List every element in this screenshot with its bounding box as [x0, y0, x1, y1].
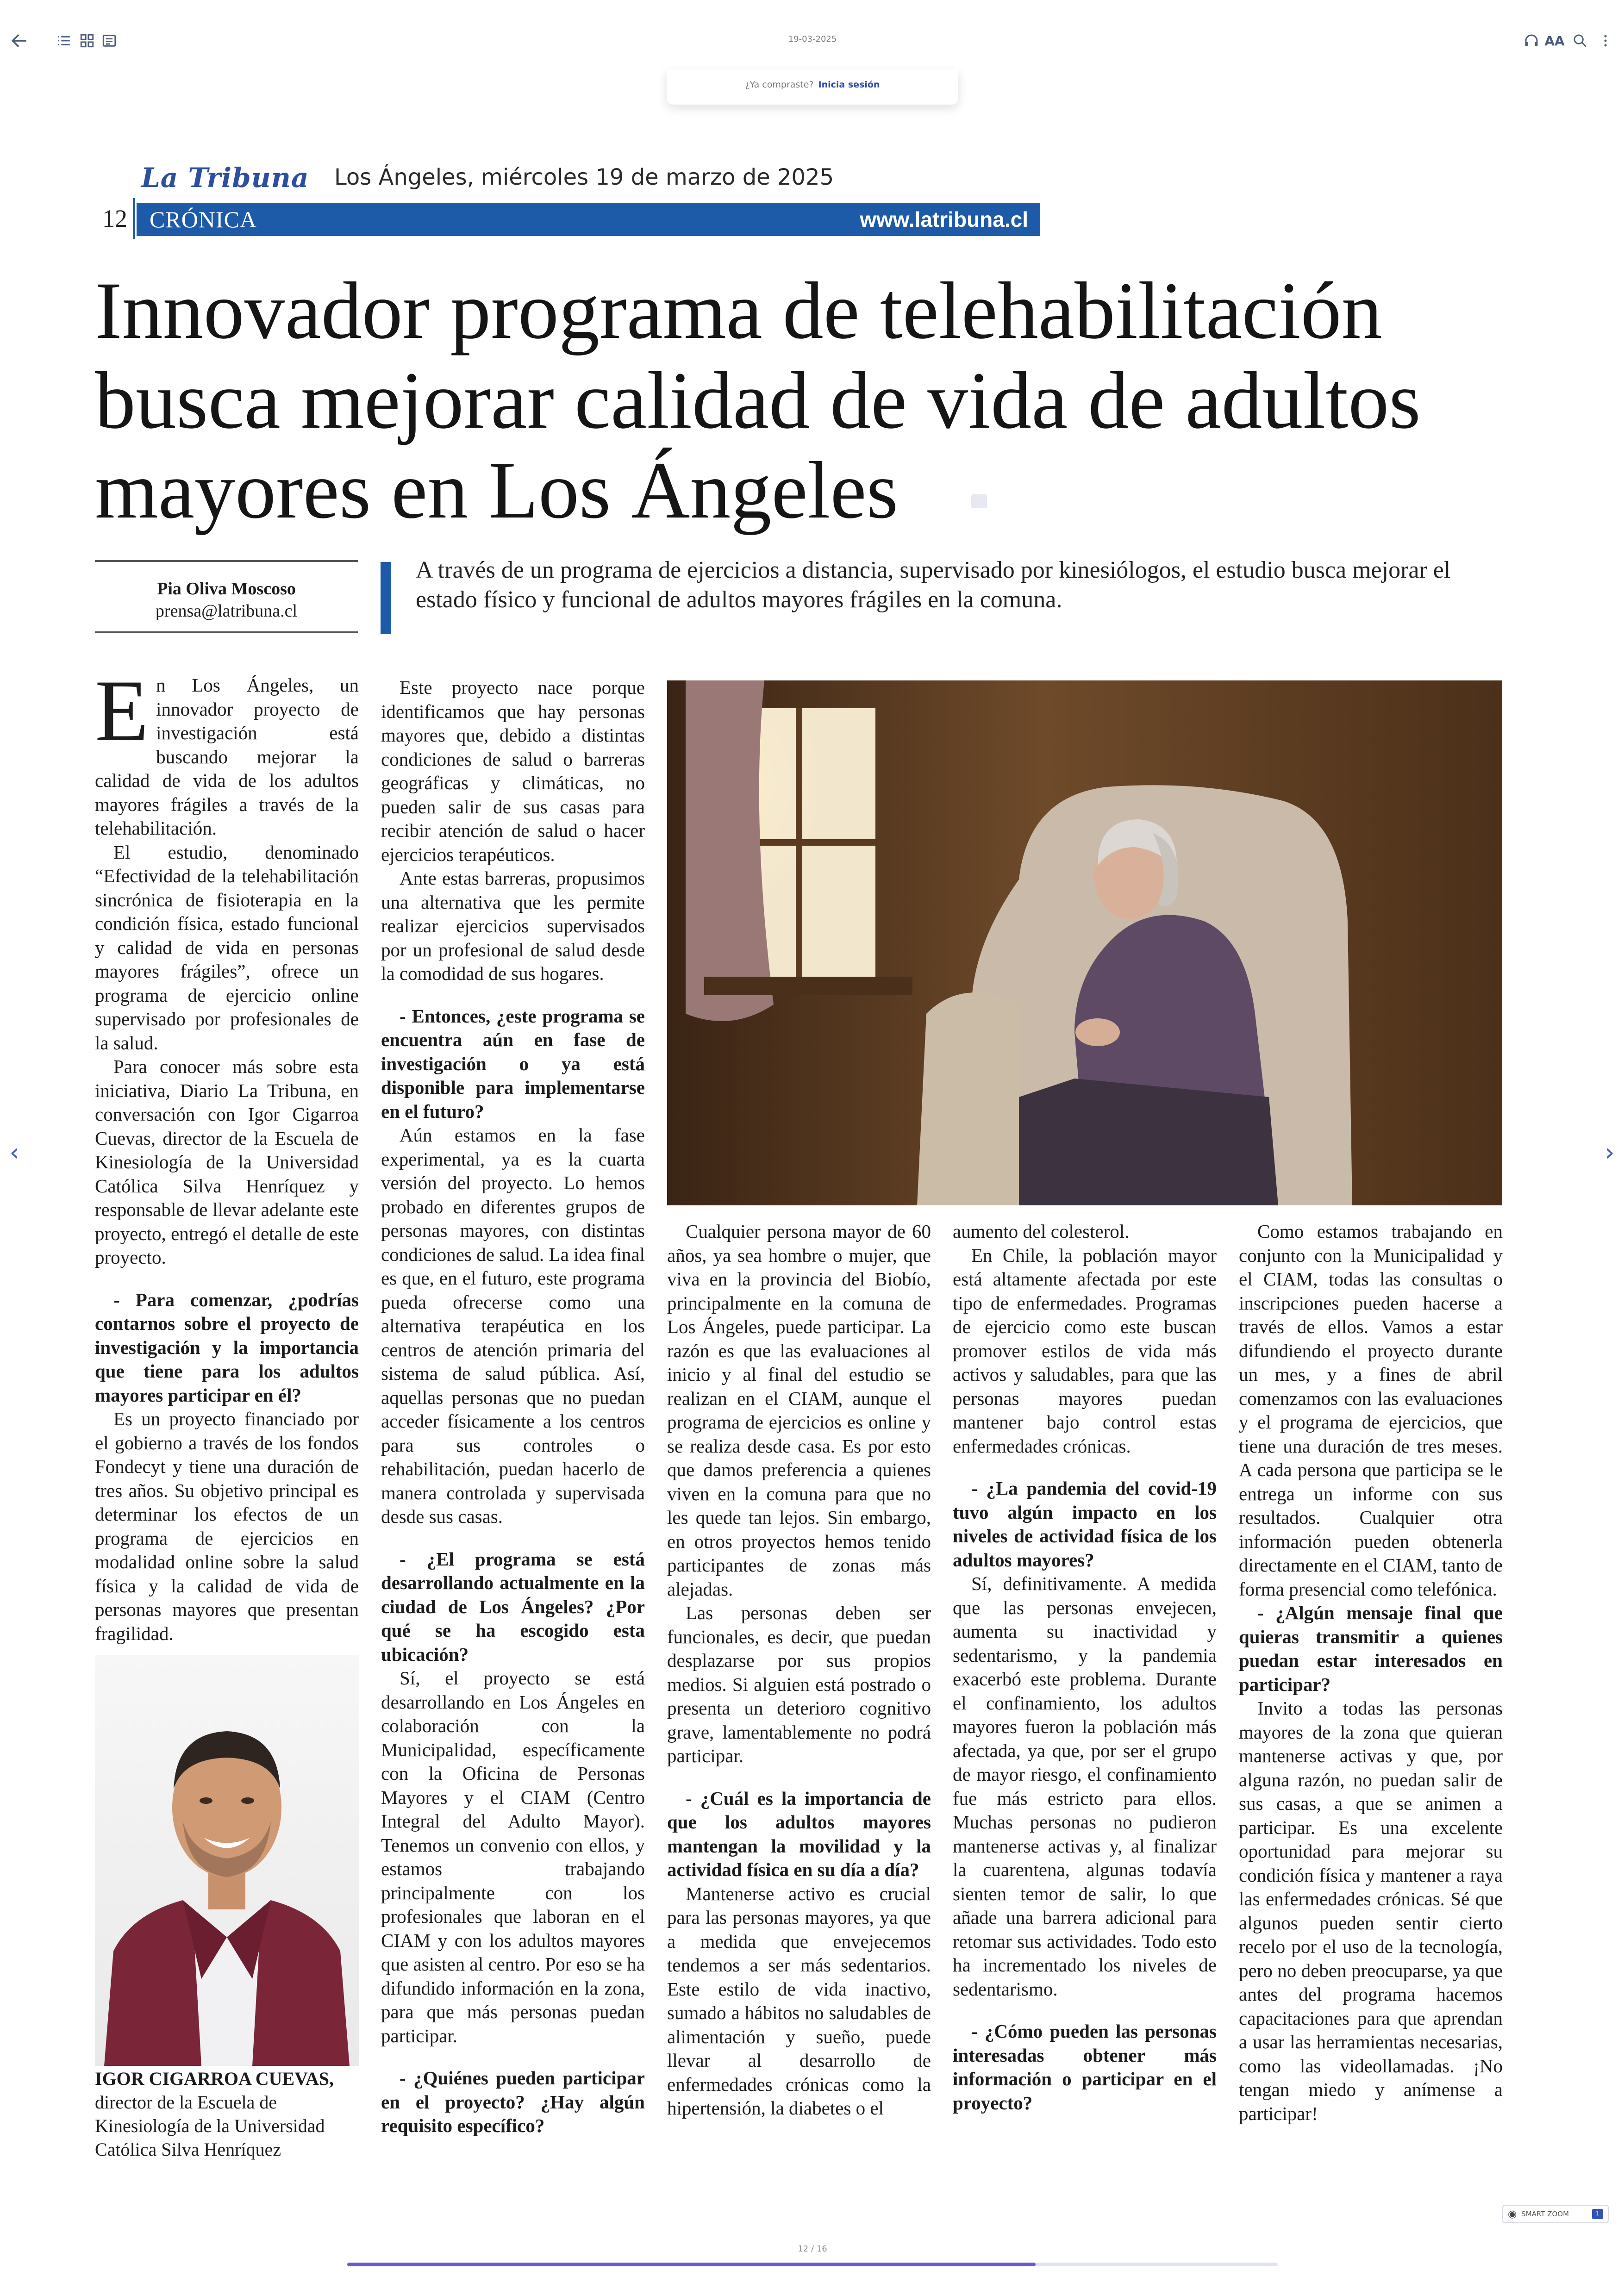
login-link[interactable]: Inicia sesión — [818, 80, 880, 90]
interview-question: - Entonces, ¿este programa se encuentra aún en fase de investigación o ya está disponible para implementarse en el futuro? — [381, 1005, 645, 1122]
article-column-1 — [95, 662, 359, 1646]
byline — [95, 560, 358, 633]
interview-answer: Aún estamos en la fase experimental, ya es la cuarta versión del proyecto. Lo hemos probado en diferentes grupos de personas mayores, con distintas condiciones de salud. La idea final es que, en el futuro, este programa pueda ofrecerse como una alternativa terapéutica en los centros de atención primaria del sistema de salud pública. Así, aquellas personas que no puedan acceder físicamente a los centros para sus controles o rehabilitación, puedan hacerlo de manera controlada y supervisada desde sus casas. — [381, 1124, 645, 1527]
paragraph: En Chile, la población mayor está altamente afectada por este tipo de enfermedades. Programas de ejercicio como este buscan promover estilos de vida más activos y saludables, para que las personas mayores puedan mantener bajo control estas enfermedades crónicas. — [953, 1244, 1217, 1457]
search-icon[interactable] — [1567, 28, 1593, 54]
interview-answer: Sí, el proyecto se está desarrollando en Los Ángeles en colaboración con la Municipalidad, específicamente con la Oficina de Personas Mayores y el CIAM (Centro Integral del Adulto Mayor). Tenemos un convenio con ellos, y estamos trabajando principalmente con los profesionales que laboran en el CIAM y con los adultos mayores que asisten al centro. Por eso se ha difundido información en la zona, para que más personas puedan participar. — [381, 1667, 645, 2046]
prev-page-icon[interactable]: ‹ — [9, 1139, 19, 1166]
site-url[interactable]: www.latribuna.cl — [860, 207, 1028, 231]
paragraph: El estudio, denominado “Efectividad de la telehabilitación sincrónica de fisioterapia en la condición física, estado funcional y calidad de vida en personas mayores frágiles”, ofrece un programa de ejercicio online supervisado por profesionales de la salud. — [95, 841, 359, 1054]
interview-answer: Invito a todas las personas mayores de la zona que quieran mantenerse activas y que, por alguna razón, no puedan salir de sus casas, a que se animen a participar. Es una excelente oportunidad para mejorar su condición física y mantener a raya las enfermedades crónicas. Sé que algunos pueden sentir cierto recelo por el uso de la tecnología, pero no deben preocuparse, ya que antes del programa hacemos capacitaciones para que aprendan a usar las herramientas necesarias, como las videollamadas. ¡No tengan miedo y anímense a participar! — [1239, 1697, 1503, 2124]
portrait-photo — [95, 1655, 359, 2066]
article-column-3 — [667, 1220, 931, 2120]
more-vertical-icon[interactable] — [1593, 28, 1618, 54]
author-name: Pia Oliva Moscoso — [157, 579, 296, 599]
article-column-5 — [1239, 1220, 1503, 2126]
section-banner — [137, 203, 1040, 236]
page-counter: 12 / 16 — [798, 2244, 827, 2254]
headphones-icon[interactable] — [1518, 28, 1544, 54]
section-bar — [95, 198, 1040, 239]
main-photo — [667, 680, 1502, 1205]
interview-question: - ¿Algún mensaje final que quieras transmitir a quienes puedan estar interesados en participar? — [1239, 1602, 1503, 1695]
paragraph: Cualquier persona mayor de 60 años, ya sea hombre o mujer, que viva en la provincia del Biobío, principalmente en la comuna de Los Ángeles, puede participar. La razón es que las evaluaciones al inicio y al final del estudio se realizan en el CIAM, aunque el programa de ejercicios es online y se realiza desde casa. Es por esto que damos preferencia a quienes viven en la comuna para que no les quede tan lejos. Sin embargo, en otros proyectos hemos tenido participantes de zonas más alejadas. — [667, 1221, 931, 1600]
next-page-icon[interactable]: › — [1605, 1139, 1615, 1166]
text-size-icon[interactable]: AA — [1544, 33, 1565, 49]
paragraph: Como estamos trabajando en conjunto con la Municipalidad y el CIAM, todas las consultas o inscripciones pueden hacerse a través de ellos. Vamos a estar difundiendo el proyecto durante un mes, y a fines de abril comenzamos con las evaluaciones y el programa de ejercicios, que tiene una duración de tres meses. A cada persona que participa se le entrega un informe con sus resultados. Cualquier otra información pueden obtenerla directamente en el CIAM, tanto de forma presencial como telefónica. — [1239, 1221, 1503, 1600]
smart-zoom-badge: 1 — [1592, 2209, 1603, 2219]
paragraph: Para conocer más sobre esta iniciativa, Diario La Tribuna, en conversación con Igor Cigarroa Cuevas, director de la Escuela de Kinesiología de la Universidad Católica Silva Henríquez y responsable de llevar adelante este proyecto, entregó el detalle de este proyecto. — [95, 1056, 359, 1268]
smart-zoom-button[interactable] — [1502, 2205, 1609, 2223]
eye-icon: ◉ — [1508, 2208, 1517, 2220]
bookmark-icon[interactable] — [971, 494, 987, 508]
back-arrow-icon[interactable] — [6, 28, 32, 54]
newspaper-icon[interactable] — [96, 28, 122, 54]
headline: Innovador programa de telehabilitación busca mejorar calidad de vida de adultos mayores en Los Ángeles — [95, 266, 1421, 536]
interview-question: - Para comenzar, ¿podrías contarnos sobre el proyecto de investigación y la importancia que tiene para los adultos mayores participar en él? — [95, 1289, 359, 1406]
interview-question: - ¿Cómo pueden las personas interesadas obtener más información o participar en el proyecto? — [953, 2021, 1217, 2114]
masthead-date: Los Ángeles, miércoles 19 de marzo de 2025 — [334, 164, 834, 190]
photo-caption — [95, 2067, 363, 2161]
paragraph-text: n Los Ángeles, un innovador proyecto de investigación está buscando mejorar la calidad de vida de los adultos mayores frágiles a través de la telehabilitación. — [95, 674, 359, 839]
lede: A través de un programa de ejercicios a distancia, supervisado por kinesiólogos, el estudio busca mejorar el estado físico y funcional de adultos mayores frágiles en la comuna. — [416, 557, 1451, 613]
login-prompt — [667, 69, 958, 105]
drop-cap: E — [95, 662, 149, 760]
intro-paragraph — [95, 662, 359, 841]
caption-name: IGOR CIGARROA CUEVAS, — [95, 2068, 334, 2089]
interview-question: - ¿Quiénes pueden participar en el proyecto? ¿Hay algún requisito específico? — [381, 2067, 645, 2136]
interview-answer: Sí, definitivamente. A medida que las personas envejecen, aumenta su inactividad y sedentarismo, y la pandemia exacerbó este problema. Durante el confinamiento, los adultos mayores fueron la población más afectada, ya que, por ser el grupo de mayor riesgo, el confinamiento fue más estricto para ellos. Muchas personas no pudieron mantenerse activas y, al finalizar la cuarentena, algunas todavía sienten temor de salir, lo que añade una barrera adicional para retomar sus actividades. Todo esto ha incrementado los niveles de sedentarismo. — [953, 1573, 1217, 2000]
login-question: ¿Ya compraste? — [745, 80, 814, 90]
interview-question: - ¿El programa se está desarrollando actualmente en la ciudad de Los Ángeles? ¿Por qué se ha escogido esta ubicación? — [381, 1548, 645, 1665]
page-progress-bar[interactable] — [347, 2263, 1278, 2266]
caption-text: director de la Escuela de Kinesiología de la Universidad Católica Silva Henríquez — [95, 2092, 325, 2160]
newspaper-logo: La Tribuna — [141, 162, 309, 193]
issue-date: 19-03-2025 — [788, 34, 837, 44]
page-number: 12 — [95, 198, 135, 239]
paragraph: Las personas deben ser funcionales, es decir, que puedan desplazarse por sus propios medios. Si alguien está postrado o presenta un deterioro cognitivo grave, lamentablemente no podrá participar. — [667, 1602, 931, 1766]
page-progress-fill — [347, 2263, 1036, 2266]
lede-accent-bar — [381, 562, 391, 634]
article-column-2 — [381, 676, 645, 2138]
paragraph: Este proyecto nace porque identificamos que hay personas mayores que, debido a distintas condiciones de salud o barreras geográficas y climáticas, no pueden salir de sus casas para recibir atención de salud o hacer ejercicios terapéuticos. — [381, 677, 645, 865]
interview-answer: Mantenerse activo es crucial para las personas mayores, ya que a medida que envejecemos tendemos a ser más sedentarios. Este estilo de vida inactivo, sumado a hábitos no saludables de alimentación y sueño, puede llevar al desarrollo de enfermedades crónicas como la hipertensión, la diabetes o el — [667, 1883, 931, 2119]
paragraph: aumento del colesterol. — [953, 1221, 1130, 1242]
interview-question: - ¿Cuál es la importancia de que los adultos mayores mantengan la movilidad y la actividad física en su día a día? — [667, 1787, 931, 1880]
list-icon[interactable] — [51, 28, 77, 54]
smart-zoom-label: SMART ZOOM — [1521, 2210, 1569, 2218]
article-column-4 — [953, 1220, 1217, 2115]
paragraph: Ante estas barreras, propusimos una alternativa que les permite realizar ejercicios supervisados por un profesional de salud desde la comodidad de sus hogares. — [381, 867, 645, 984]
interview-answer: Es un proyecto financiado por el gobierno a través de los fondos Fondecyt y tiene una duración de tres años. Su objetivo principal es determinar los efectos de un programa de ejercicios en modalidad online sobre la salud física y la calidad de vida de personas mayores que presentan fragilidad. — [95, 1408, 359, 1644]
section-name: CRÓNICA — [150, 206, 257, 232]
interview-question: - ¿La pandemia del covid-19 tuvo algún impacto en los niveles de actividad física de los adultos mayores? — [953, 1478, 1217, 1571]
author-email[interactable]: prensa@latribuna.cl — [155, 601, 298, 621]
